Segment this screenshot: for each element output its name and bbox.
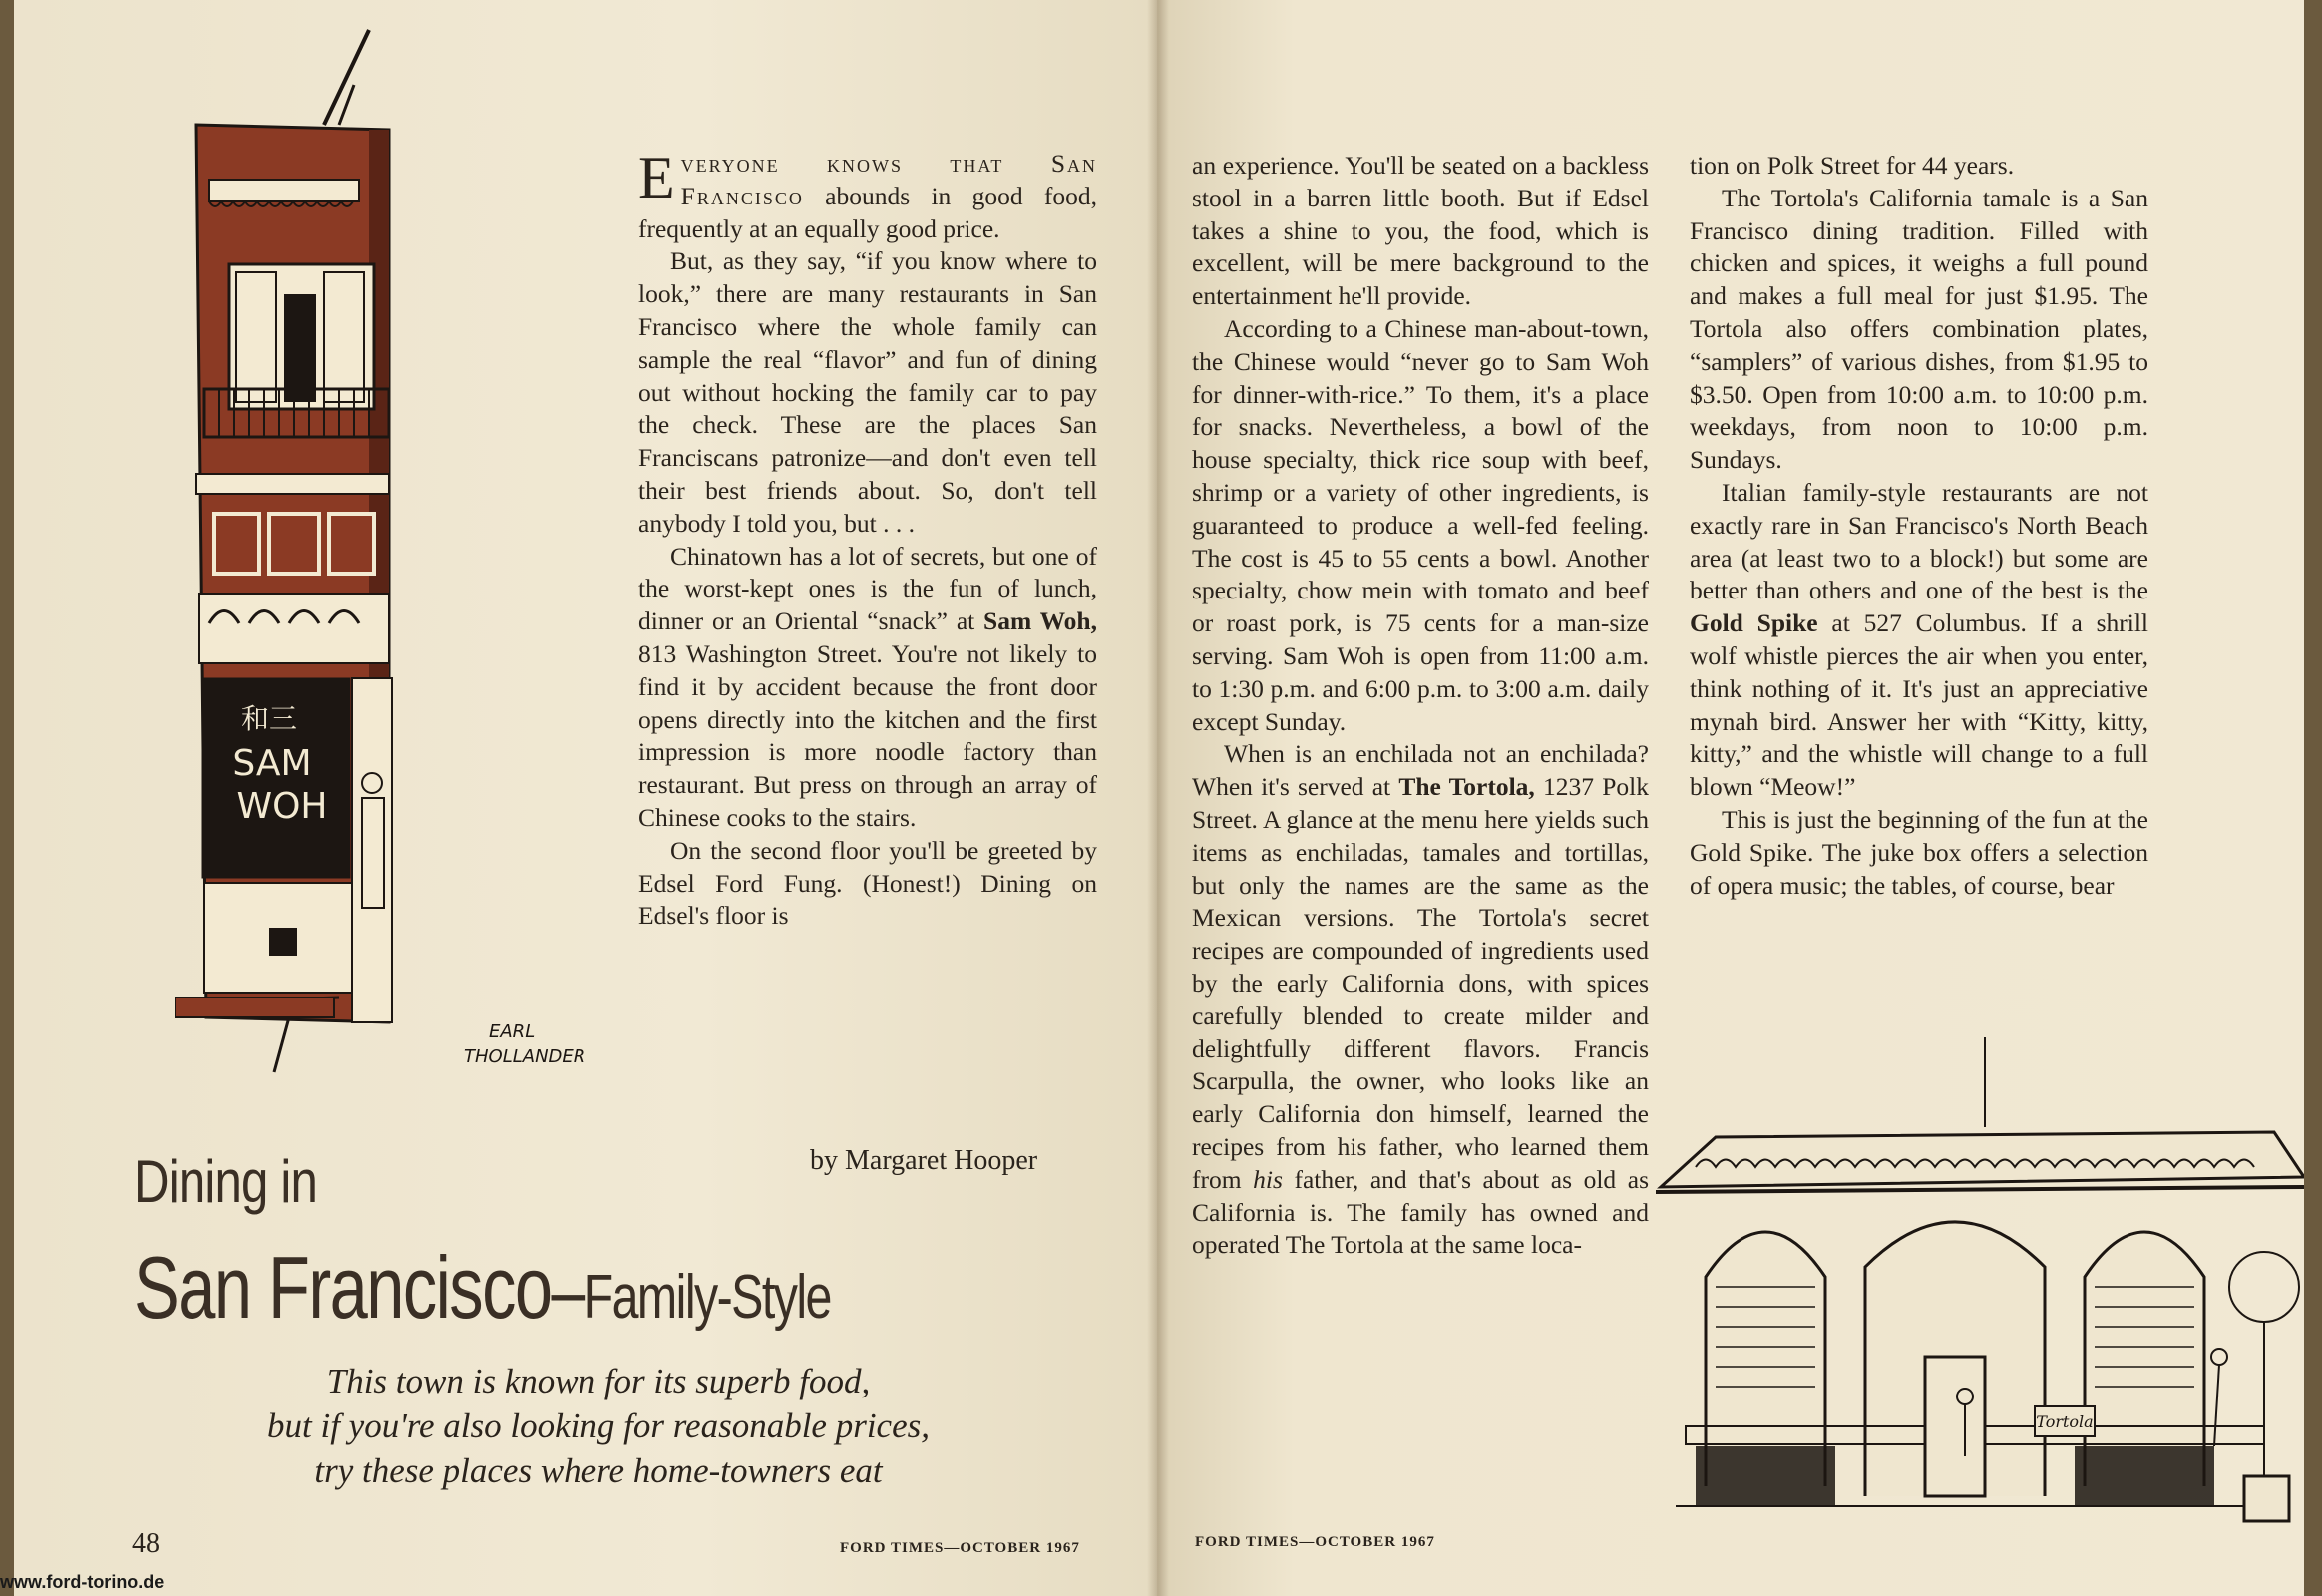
drop-cap: E (638, 145, 675, 210)
headline-line1: Dining in (134, 1148, 318, 1215)
sign-woh: WOH (236, 786, 328, 827)
article-paragraph: an experience. You'll be seated on a backless stool in a barren little booth. But if Edsel takes a shine to you, the food, which is excellent, will be mere background to the entertainment he'll provide. (1192, 151, 1649, 311)
watermark: www.ford-torino.de (0, 1572, 165, 1592)
tortola-illustration (1656, 1037, 2304, 1541)
right-article-column-1 (1192, 150, 1649, 1262)
article-paragraph: This is just the beginning of the fun at the Gold Spike. The juke box offers a selection of opera music; the tables, of course, bear (1690, 804, 2148, 900)
article-paragraph: Italian family-style restaurants are not exactly rare in San Francisco's North Beach area (at least two to a block!) but some are better than others and one of the best is the Gold Spike at 527 Columbus. If a shrill wolf whistle pierces the air when you enter, think nothing of it. It's just an appreciative mynah bird. Answer her with “Kitty, kitty, kitty,” and the whistle will change to a full blown “Meow!” (1690, 477, 2148, 802)
left-footer: FORD TIMES—OCTOBER 1967 (840, 1540, 1080, 1556)
page-gutter (1147, 0, 1169, 1596)
article-paragraph: On the second floor you'll be greeted by Edsel Ford Fung. (Honest!) Dining on Edsel's floor is (638, 835, 1097, 931)
tortola-sign: Tortola (2036, 1412, 2094, 1431)
deck-line: This town is known for its superb food, (326, 1362, 871, 1400)
byline: by Margaret Hooper (810, 1145, 1038, 1176)
left-article-column (638, 145, 1097, 933)
right-footer: FORD TIMES—OCTOBER 1967 (1195, 1534, 1435, 1550)
article-paragraph: But, as they say, “if you know where to look,” there are many restaurants in San Francisco where the whole family can sample the real “flavor” and fun of dining out without hocking the family car to pay the check. These are the places San Franciscans patronize—and don't even tell their best friends about. So, don't tell anybody I told you, but . . . (638, 246, 1097, 538)
sam-woh-illustration (175, 25, 618, 1082)
sign-sam: SAM (232, 743, 312, 784)
artist-signature-first: EARL (489, 1021, 536, 1042)
article-paragraph: tion on Polk Street for 44 years. (1690, 151, 2015, 180)
article-paragraph: Chinatown has a lot of secrets, but one of the worst-kept ones is the fun of lunch, dinner or an Oriental “snack” at Sam Woh, 813 Washington Street. You're not likely to find it by accident because the front door opens directly into the kitchen and the first impression is more noodle factory than restaurant. But press on through an array of Chinese cooks to the stairs. (638, 541, 1097, 832)
article-paragraph: According to a Chinese man-about-town, the Chinese would “never go to Sam Woh for dinner-with-rice.” To them, it's a place for snacks. Nevertheless, a bowl of the house specialty, thick rice soup with beef, shrimp or a variety of other ingredients, is guaranteed to produce a well-fed feeling. The cost is 45 to 55 cents a bowl. Another specialty, chow mein with tomato and beef or roast pork, is 75 cents for a man-size serving. Sam Woh is open from 11:00 a.m. to 1:30 p.m. and 6:00 p.m. to 3:00 a.m. daily except Sunday. (1192, 313, 1649, 736)
page-number: 48 (132, 1528, 160, 1559)
deck-line: try these places where home-towners eat (314, 1451, 883, 1490)
headline-line2: San Francisco–Family-Style (134, 1238, 831, 1337)
article-paragraph: When is an enchilada not an enchilada? When it's served at The Tortola, 1237 Polk Street. A glance at the menu here yields such items as enchiladas, tamales and tortillas, but only the names are the same as the Mexican versions. The Tortola's secret recipes are compounded of ingredients used by the early California dons, with spices carefully blended to create milder and delightfully different flavors. Francis Scarpulla, the owner, who looks like an early California don himself, learned the recipes from his father, who learned them from his father, and that's about as old as California is. The family has owned and operated The Tortola at the same loca- (1192, 739, 1649, 1260)
sign-chinese-chars: 和三 (240, 702, 298, 735)
article-paragraph: Everyone knows that San Francisco abounds in good food, frequently at an equally good price. (638, 145, 1097, 243)
subheadline (150, 1359, 1047, 1493)
article-paragraph: The Tortola's California tamale is a San Francisco dining tradition. Filled with chicken and spices, it weighs a full pound and makes a full meal for just $1.95. The Tortola also offers combination plates, “samplers” of various dishes, from $1.95 to $3.50. Open from 10:00 a.m. to 10:00 p.m. weekdays, from noon to 10:00 p.m. Sundays. (1690, 183, 2148, 475)
deck-line: but if you're also looking for reasonable prices, (267, 1406, 930, 1445)
right-article-column-2 (1690, 150, 2148, 902)
artist-signature-last: THOLLANDER (464, 1046, 586, 1067)
